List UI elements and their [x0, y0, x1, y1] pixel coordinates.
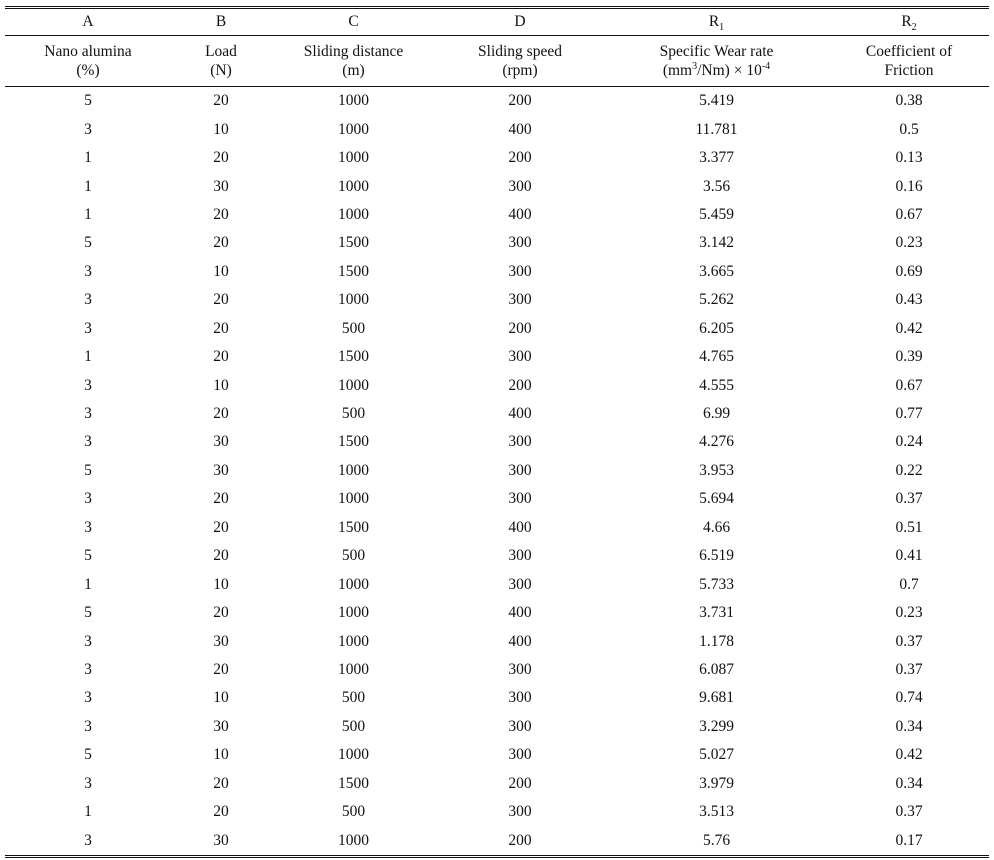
table-cell: 10	[213, 376, 229, 394]
table-cell: 10	[213, 746, 229, 764]
table-cell: 300	[508, 490, 532, 508]
table-cell: 400	[508, 632, 532, 650]
table-cell: 200	[436, 826, 604, 856]
table-cell: 30	[213, 177, 229, 195]
col-name-coefficient-of-friction: Coefficient of Friction	[829, 36, 989, 87]
table-cell: 10	[213, 575, 229, 593]
wear-rate-unit: $(mm^3/Nm) \times 10^{-4}$	[662, 60, 771, 79]
table-row	[5, 144, 989, 172]
table-cell: 3.56	[702, 177, 731, 195]
table-row	[5, 315, 989, 343]
table-cell: 200	[508, 92, 532, 110]
table-cell: 1	[84, 149, 92, 167]
table-cell: 300	[508, 547, 532, 565]
table-row	[5, 627, 989, 655]
table-cell: 1000	[338, 92, 369, 110]
table-cell: 3.377	[699, 149, 734, 167]
table-cell: 1	[84, 575, 92, 593]
table-cell: 1000	[338, 120, 369, 138]
table-row	[5, 258, 989, 286]
table-cell: 5	[84, 604, 92, 622]
table-cell: 5.262	[699, 291, 734, 309]
table-row	[5, 514, 989, 542]
table-cell: 20	[213, 348, 229, 366]
table-cell: 300	[508, 433, 532, 451]
table-cell: 1	[84, 348, 92, 366]
table-cell: 1000	[338, 746, 369, 764]
table-row	[5, 599, 989, 627]
table-cell: 0.24	[895, 433, 923, 451]
table-cell: 300	[508, 803, 532, 821]
table-row	[5, 400, 989, 428]
table-cell: 3	[84, 660, 92, 678]
table-cell: 0.23	[895, 234, 923, 252]
table-cell: 200	[508, 376, 532, 394]
table-row	[5, 457, 989, 485]
table-header	[5, 8, 989, 87]
column-name-row	[5, 36, 989, 87]
table-cell: 1000	[338, 490, 369, 508]
table-cell: 300	[508, 575, 532, 593]
col-code-d: D	[436, 8, 604, 36]
table-cell: 1000	[338, 291, 369, 309]
col-code-b: B	[171, 8, 271, 36]
table-cell: 3	[84, 518, 92, 536]
table-cell: 0.69	[895, 262, 923, 280]
table-row	[5, 115, 989, 143]
table-cell: 4.276	[699, 433, 734, 451]
table-cell: 0.67	[895, 376, 923, 394]
table-cell: 6.99	[702, 405, 731, 423]
table-row	[5, 826, 989, 856]
table-cell: 5	[84, 461, 92, 479]
table-cell: 1000	[338, 660, 369, 678]
table-cell: 5	[84, 92, 92, 110]
table-cell: 300	[508, 291, 532, 309]
table-cell: 0.37	[895, 660, 923, 678]
table-cell: 400	[508, 120, 532, 138]
table-cell: 3	[84, 120, 92, 138]
table-cell: 30	[213, 717, 229, 735]
factor-code-row	[5, 8, 989, 36]
table-cell: 300	[508, 234, 532, 252]
table-cell: 5.419	[699, 92, 734, 110]
table-cell: 300	[508, 177, 532, 195]
table-cell: 5.027	[699, 746, 734, 764]
table-cell: 300	[508, 689, 532, 707]
table-row	[5, 286, 989, 314]
table-cell: 3	[84, 433, 92, 451]
table-cell: 200	[508, 319, 532, 337]
table-row	[5, 542, 989, 570]
table-cell: 5.733	[699, 575, 734, 593]
table-cell: 1500	[338, 348, 369, 366]
table-cell: 5.694	[699, 490, 734, 508]
table-cell: 3.731	[699, 604, 734, 622]
table-cell: 0.37	[895, 803, 923, 821]
table-cell: 3.665	[699, 262, 734, 280]
table-row	[5, 229, 989, 257]
table-cell: 1000	[338, 461, 369, 479]
table-row	[5, 172, 989, 200]
table-cell: 400	[508, 405, 532, 423]
table-cell: 3	[84, 774, 92, 792]
table-cell: 0.16	[895, 177, 923, 195]
table-cell: 20	[213, 490, 229, 508]
table-cell: 0.17	[829, 826, 989, 856]
table-row	[5, 201, 989, 229]
table-cell: 6.087	[699, 660, 734, 678]
table-cell: 10	[213, 120, 229, 138]
table-cell: 300	[508, 660, 532, 678]
table-cell: 300	[508, 348, 532, 366]
table-cell: 20	[213, 518, 229, 536]
col-name-sliding-distance: Sliding distance (m)	[271, 36, 436, 87]
table-cell: 5.76	[604, 826, 829, 856]
table-cell: 3	[84, 376, 92, 394]
table-cell: 0.34	[895, 774, 923, 792]
table-row	[5, 656, 989, 684]
table-cell: 0.38	[895, 92, 923, 110]
table-cell: 300	[508, 746, 532, 764]
table-cell: 20	[213, 774, 229, 792]
table-cell: 0.37	[895, 490, 923, 508]
table-cell: 20	[213, 319, 229, 337]
col-code-c: C	[271, 8, 436, 36]
table-cell: 0.34	[895, 717, 923, 735]
table-cell: 400	[508, 518, 532, 536]
table-cell: 1500	[338, 774, 369, 792]
table-cell: 20	[213, 803, 229, 821]
table-cell: 20	[213, 149, 229, 167]
col-name-load: Load (N)	[171, 36, 271, 87]
table-row	[5, 87, 989, 116]
table-row	[5, 343, 989, 371]
table-cell: 1000	[338, 149, 369, 167]
table-cell: 0.43	[895, 291, 923, 309]
table-cell: 1500	[338, 433, 369, 451]
col-name-sliding-speed: Sliding speed (rpm)	[436, 36, 604, 87]
table-cell: 500	[341, 717, 366, 735]
table-cell: 3	[84, 490, 92, 508]
table-cell: 20	[213, 405, 229, 423]
table-cell: 500	[341, 803, 366, 821]
table-cell: 1000	[271, 826, 436, 856]
table-cell: 3	[84, 632, 92, 650]
table-cell: 20	[213, 92, 229, 110]
table-cell: 0.77	[895, 405, 923, 423]
table-cell: 3	[84, 717, 92, 735]
table-cell: 0.67	[895, 205, 923, 223]
table-cell: 0.39	[895, 348, 923, 366]
table-cell: 20	[213, 604, 229, 622]
table-cell: 1	[84, 205, 92, 223]
table-cell: 0.41	[895, 547, 923, 565]
table-cell: 0.42	[895, 319, 923, 337]
table-cell: 1500	[338, 234, 369, 252]
table-cell: 0.7	[899, 575, 919, 593]
table-row	[5, 741, 989, 769]
table-cell: 0.23	[895, 604, 923, 622]
table-cell: 4.765	[699, 348, 734, 366]
table-cell: 1000	[338, 632, 369, 650]
table-cell: 500	[341, 547, 366, 565]
table-body	[5, 87, 989, 857]
table-cell: 30	[213, 461, 229, 479]
col-code-r2: $R_2$	[829, 8, 989, 36]
table-cell: 200	[508, 149, 532, 167]
table-cell: 200	[508, 774, 532, 792]
col-code-r1: $R_1$	[604, 8, 829, 36]
table-row	[5, 371, 989, 399]
table-cell: 0.22	[895, 461, 923, 479]
table-cell: 3.979	[699, 774, 734, 792]
table-cell: 3.953	[699, 461, 734, 479]
table-cell: 0.37	[895, 632, 923, 650]
table-cell: 1	[84, 803, 92, 821]
table-cell: 3	[84, 291, 92, 309]
table-cell: 0.51	[895, 518, 923, 536]
table-cell: 400	[508, 205, 532, 223]
table-row	[5, 570, 989, 598]
table-row	[5, 770, 989, 798]
table-cell: 1000	[338, 205, 369, 223]
table-cell: 20	[213, 234, 229, 252]
table-cell: 0.5	[899, 120, 919, 138]
table-cell: 0.13	[895, 149, 923, 167]
wear-test-table	[5, 6, 989, 858]
table-cell: 5	[84, 234, 92, 252]
table-cell: 1000	[338, 575, 369, 593]
table-cell: 6.519	[699, 547, 734, 565]
table-row	[5, 485, 989, 513]
table-cell: 500	[341, 319, 366, 337]
table-cell: 3	[84, 262, 92, 280]
table-cell: 1000	[338, 604, 369, 622]
table-cell: 20	[213, 547, 229, 565]
table-cell: 1000	[338, 177, 369, 195]
table-row	[5, 684, 989, 712]
table-cell: 3.513	[699, 803, 734, 821]
table-cell: 0.74	[895, 689, 923, 707]
table-cell: 20	[213, 291, 229, 309]
table-cell: 5	[84, 547, 92, 565]
table-cell: 300	[508, 717, 532, 735]
table-cell: 20	[213, 660, 229, 678]
table-cell: 11.781	[695, 120, 738, 138]
table-cell: 1.178	[699, 632, 734, 650]
col-code-a: A	[5, 8, 171, 36]
table-cell: 500	[341, 405, 366, 423]
table-cell: 1500	[338, 518, 369, 536]
table-cell: 3	[84, 689, 92, 707]
table-cell: 30	[213, 632, 229, 650]
table-cell: 6.205	[699, 319, 734, 337]
table-cell: 400	[508, 604, 532, 622]
table-cell: 5	[84, 746, 92, 764]
table-row	[5, 798, 989, 826]
table-cell: 3	[84, 319, 92, 337]
table-cell: 500	[341, 689, 366, 707]
table-cell: 1000	[338, 376, 369, 394]
table-cell: 300	[508, 461, 532, 479]
table-cell: 300	[508, 262, 532, 280]
col-name-nano-alumina: Nano alumina (%)	[5, 36, 171, 87]
table-cell: 9.681	[699, 689, 734, 707]
col-name-specific-wear-rate: Specific Wear rate $(mm^3/Nm) \times 10^{-4}$	[604, 36, 829, 87]
table-cell: 1500	[338, 262, 369, 280]
table-cell: 3.142	[699, 234, 734, 252]
table-cell: 30	[171, 826, 271, 856]
table-row	[5, 428, 989, 456]
table-cell: 10	[213, 689, 229, 707]
table-cell: 20	[213, 205, 229, 223]
table-cell: 5.459	[699, 205, 734, 223]
table-row	[5, 713, 989, 741]
table-cell: 4.66	[702, 518, 731, 536]
table-cell: 3.299	[699, 717, 734, 735]
table-cell: 4.555	[699, 376, 734, 394]
table-cell: 1	[84, 177, 92, 195]
table-cell: 10	[213, 262, 229, 280]
table-cell: 0.42	[895, 746, 923, 764]
table-cell: 3	[5, 826, 171, 856]
table-cell: 30	[213, 433, 229, 451]
table-cell: 3	[84, 405, 92, 423]
